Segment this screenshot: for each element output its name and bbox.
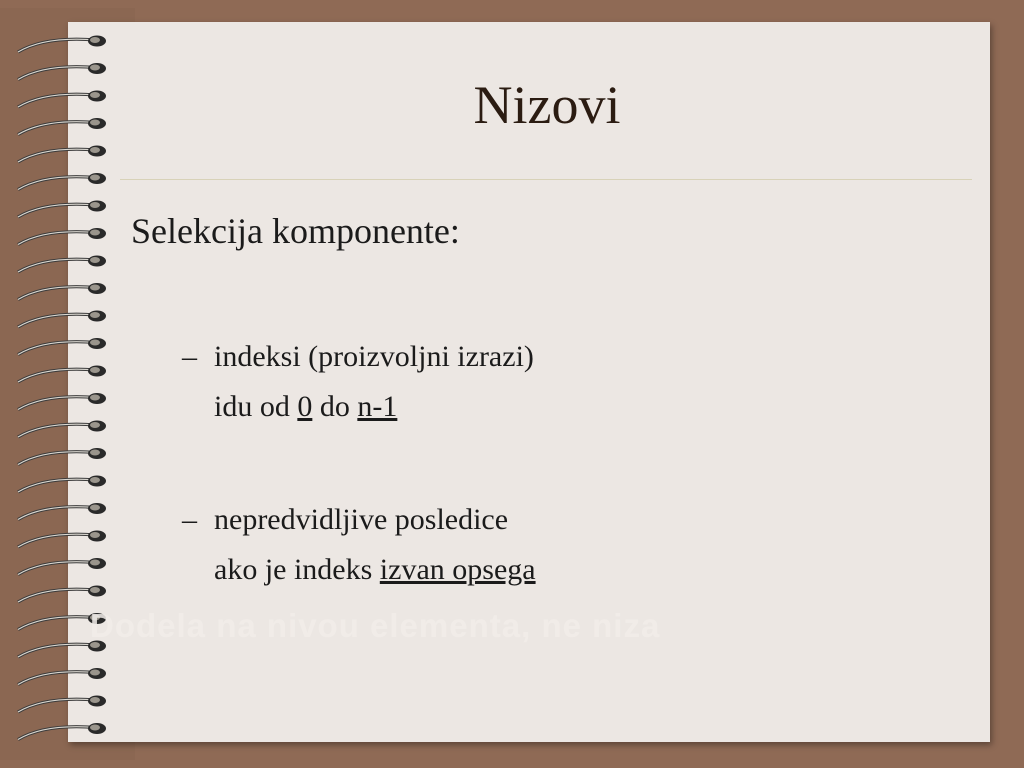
sub-item-text: ako je indeks xyxy=(214,553,380,586)
sub-item-indices xyxy=(182,332,534,432)
sub-item-line2 xyxy=(182,545,536,595)
slide-title: Nizovi xyxy=(473,75,621,135)
dash-marker: – xyxy=(182,503,197,536)
underlined-zero: 0 xyxy=(297,390,313,423)
ghost-text: Dodela na nivou elementa, ne niza xyxy=(90,607,661,644)
sub-item-text: nepredvidljive posledice xyxy=(214,503,509,536)
sub-item-line2 xyxy=(182,382,534,432)
dash-marker: – xyxy=(182,340,197,373)
sub-item-consequences xyxy=(182,495,536,595)
title-divider xyxy=(120,179,972,180)
underlined-out-of-range: izvan opsega xyxy=(379,553,536,586)
sub-item-text: indeksi (proizvoljni izrazi) xyxy=(214,340,534,373)
main-bullet: Selekcija komponente: xyxy=(131,211,460,251)
sub-item-line1 xyxy=(182,332,534,382)
sub-item-text: idu od xyxy=(214,390,298,423)
underlined-n-minus-1: n-1 xyxy=(357,390,398,423)
sub-item-line1 xyxy=(182,495,536,545)
sub-item-text: do xyxy=(312,390,358,423)
